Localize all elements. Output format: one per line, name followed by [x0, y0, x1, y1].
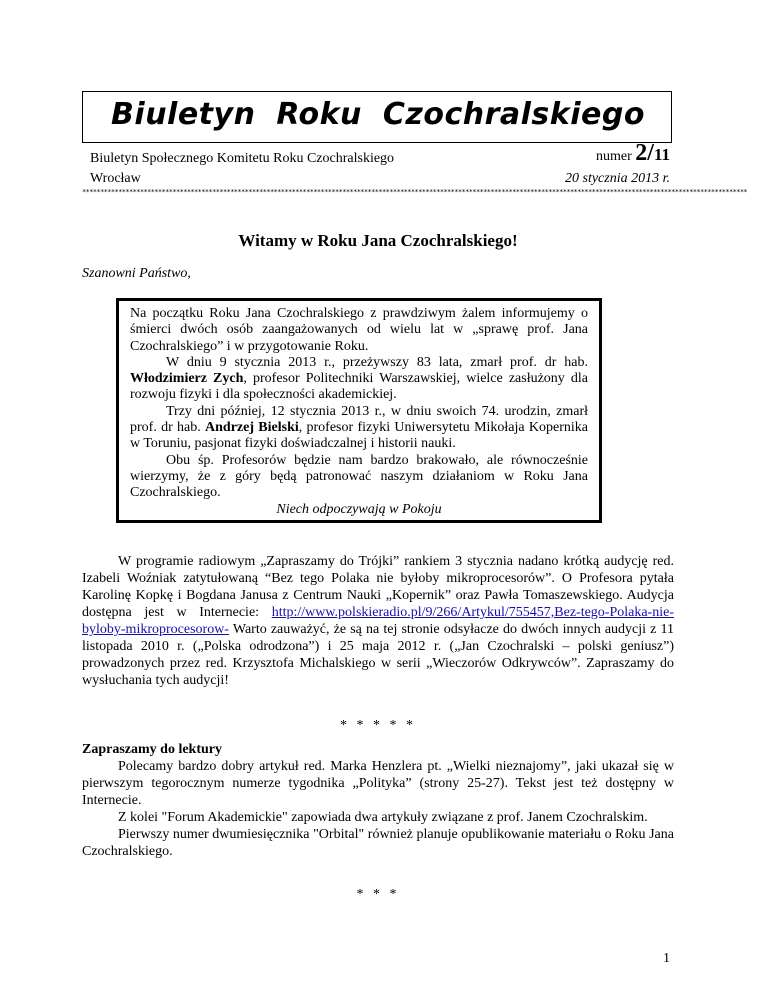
- issue-label: numer: [596, 149, 632, 164]
- notice-paragraph-3: Obu śp. Profesorów będzie nam bardzo brakowało, ale równocześnie wierzymy, że z góry będą patronować naszym działaniom w Roku Jana Czochralskiego.: [130, 452, 588, 501]
- article-heading: Witamy w Roku Jana Czochralskiego!: [238, 231, 518, 250]
- radio-text: [82, 553, 674, 689]
- section-separator: * * * * *: [340, 718, 416, 733]
- reading-paragraph-1: Polecamy bardzo dobry artykuł red. Marka Henzlera pt. „Wielki nieznajomy”, jaki ukazał się w pierwszym tegorocznym numerze tygodnika „Polityka” (strony 25-27). Tekst jest też dostępny w Internecie.: [82, 759, 674, 808]
- bulletin-city: Wrocław: [90, 171, 141, 186]
- page-number: 1: [663, 951, 670, 966]
- star-divider: ****************************************************************************************************************************************************************************************: [82, 188, 748, 196]
- notice-text: W dniu 9 stycznia 2013 r., przeżywszy 83 lata, zmarł prof. dr hab.: [166, 354, 588, 370]
- reading-title: Zapraszamy do lektury: [82, 742, 222, 757]
- notice-name-zych: Włodzimierz Zych: [130, 371, 244, 387]
- notice-intro: Na początku Roku Jana Czochralskiego z prawdziwym żalem informujemy o śmierci dwóch osób zaangażowanych od wielu lat w „sprawę prof. Jana Czochralskiego” i w przygotowanie Roku.: [130, 306, 588, 354]
- reading-paragraph-3: Pierwszy numer dwumiesięcznika "Orbital" również planuje opublikowanie materiału o Roku Jana Czochralskiego.: [82, 827, 674, 859]
- bulletin-subtitle: Biuletyn Społecznego Komitetu Roku Czochralskiego: [90, 151, 395, 166]
- radio-paragraph: [82, 553, 674, 689]
- notice-paragraph-1: [130, 355, 588, 404]
- radio-link[interactable]: http://www.polskieradio.pl/9/266/Artykul/755457,Bez-tego-Polaka-nie-byloby-mikroprocesorow-: [82, 605, 674, 637]
- notice-name-bielski: Andrzej Bielski: [205, 420, 299, 436]
- bulletin-title: Biuletyn Roku Czochralskiego: [111, 97, 645, 132]
- document-page: [80, 0, 748, 994]
- reading-section: [82, 741, 674, 860]
- notice-text: , profesor Politechniki Warszawskiej, wielce zasłużony dla rozwoju fizyki i dla społeczności akademickiej.: [130, 371, 588, 403]
- reading-paragraph-2: Z kolei "Forum Akademickie" zapowiada dwa artykuły związane z prof. Janem Czochralskim.: [118, 810, 648, 825]
- radio-text-before: W programie radiowym „Zapraszamy do Trójki” rankiem 3 stycznia nadano krótką audycję red. Izabeli Woźniak zatytułowaną “Bez tego Polaka nie byłoby mikroprocesorów”. O Profesora pytała Karolinę Kopkę i Bogdana Janusa z Centrum Nauki „Kopernik” oraz Pawła Tomaszewskiego. Audycja dostępna jest w Internecie:: [82, 554, 674, 620]
- radio-text-after: Warto zauważyć, że są na tej stronie odsyłacze do dwóch innych audycji z 11 listopada 2010 r. („Polska odrodzona”) i 25 maja 2012 r. („Jan Czochralski – polski geniusz”) prowadzonych przez red. Krzysztofa Michalskiego w serii „Wieczorów Odkrywców”. Zapraszamy do wysłuchania tych audycji!: [82, 622, 674, 688]
- notice-closing: Niech odpoczywają w Pokoju: [276, 501, 442, 517]
- notice-text: Trzy dni później, 12 stycznia 2013 r., w dniu swoich 74. urodzin, zmarł prof. dr hab.: [130, 403, 588, 436]
- notice-paragraph-2: [130, 404, 588, 453]
- issue-date: 20 stycznia 2013 r.: [565, 171, 670, 186]
- obituary-notice: [116, 298, 602, 523]
- salutation: Szanowni Państwo,: [82, 266, 191, 281]
- issue-info: [596, 140, 670, 167]
- notice-text: , profesor fizyki Uniwersytetu Mikołaja Kopernika w Toruniu, pasjonat fizyki doświadczalnej i historii nauki.: [130, 420, 588, 452]
- issue-number: 2/: [635, 140, 654, 166]
- issue-total: 11: [653, 145, 670, 164]
- section-separator-end: * * *: [356, 887, 400, 902]
